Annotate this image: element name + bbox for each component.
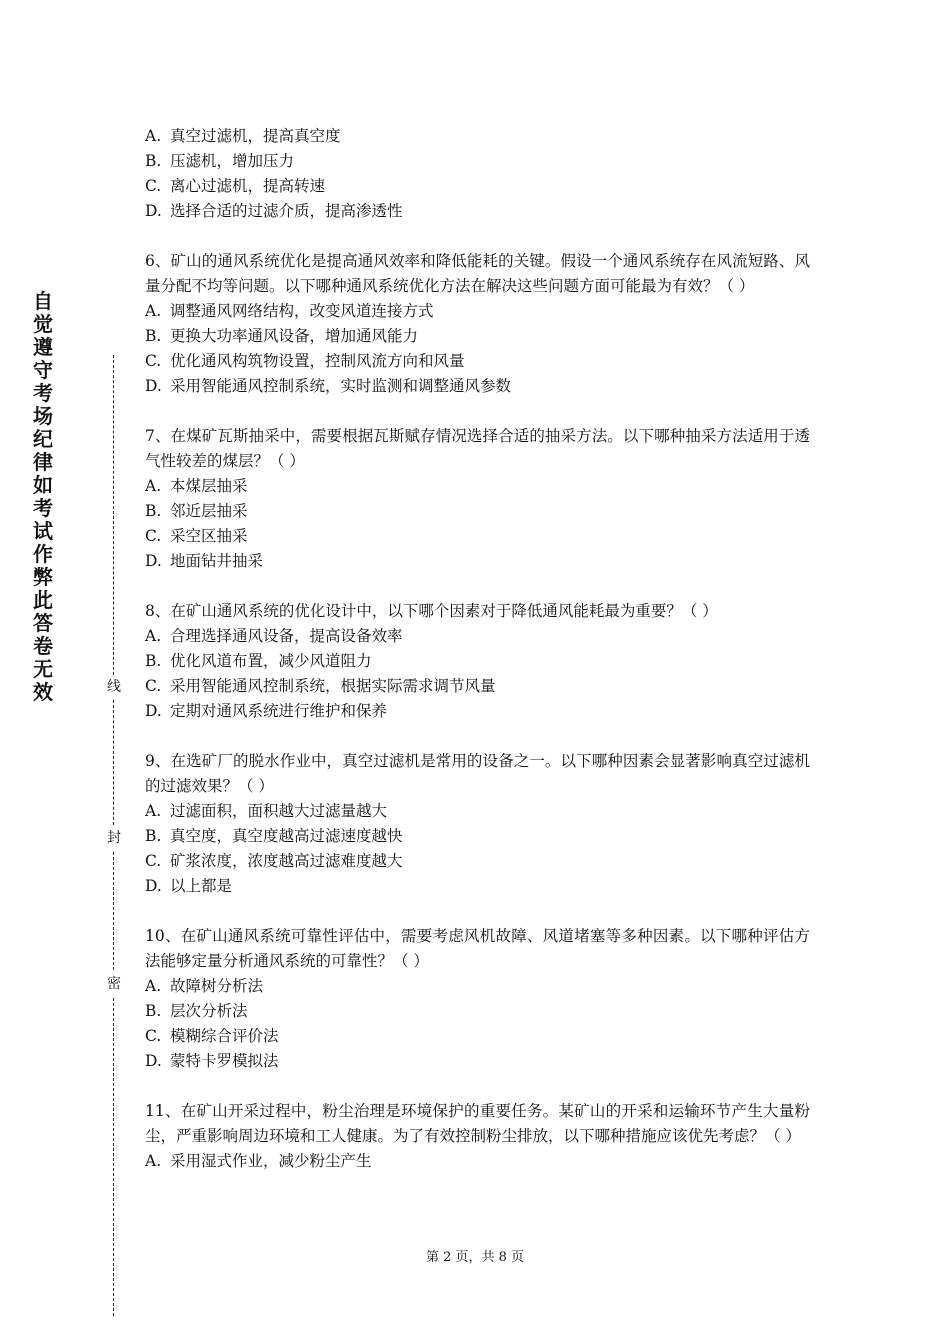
notice-character: 纪 <box>33 427 53 451</box>
binding-label-line: 线 <box>107 679 121 695</box>
question-stem: 9、在选矿厂的脱水作业中，真空过滤机是常用的设备之一。以下哪种因素会显著影响真空过滤机的过滤效果？（ ） <box>145 752 810 795</box>
option-row: A. 过滤面积，面积越大过滤量越大 <box>145 802 388 820</box>
option-row: B. 真空度，真空度越高过滤速度越快 <box>145 827 403 845</box>
notice-character: 作 <box>33 542 53 566</box>
question-8 <box>145 599 810 724</box>
option-row: D. 以上都是 <box>145 877 233 895</box>
option-row: C. 离心过滤机，提高转速 <box>145 177 326 195</box>
option-row: A. 合理选择通风设备，提高设备效率 <box>145 627 403 645</box>
option-row: B. 层次分析法 <box>145 1002 248 1020</box>
option-row: B. 邻近层抽采 <box>145 502 248 520</box>
exam-discipline-notice <box>28 290 58 704</box>
question-stem: 8、在矿山通风系统的优化设计中，以下哪个因素对于降低通风能耗最为重要？（ ） <box>145 602 718 620</box>
notice-character: 考 <box>33 496 53 520</box>
notice-character: 无 <box>33 657 53 681</box>
notice-character: 觉 <box>33 312 53 336</box>
question-stem: 7、在煤矿瓦斯抽采中，需要根据瓦斯赋存情况选择合适的抽采方法。以下哪种抽采方法适用于透气性较差的煤层？（ ） <box>145 427 810 470</box>
question-stem: 11、在矿山开采过程中，粉尘治理是环境保护的重要任务。某矿山的开采和运输环节产生大量粉尘，严重影响周边环境和工人健康。为了有效控制粉尘排放，以下哪种措施应该优先考虑？（ ） <box>145 1102 810 1145</box>
notice-character: 遵 <box>33 335 53 359</box>
option-row: D. 蒙特卡罗模拟法 <box>145 1052 279 1070</box>
notice-character: 试 <box>33 519 53 543</box>
notice-character: 自 <box>33 289 53 313</box>
question-7 <box>145 424 810 574</box>
option-row: A. 真空过滤机，提高真空度 <box>145 127 341 145</box>
option-row: A. 采用湿式作业，减少粉尘产生 <box>145 1152 372 1170</box>
question-stem: 10、在矿山通风系统可靠性评估中，需要考虑风机故障、风道堵塞等多种因素。以下哪种评估方法能够定量分析通风系统的可靠性？（ ） <box>145 927 810 970</box>
notice-character: 此 <box>33 588 53 612</box>
question-9 <box>145 749 810 899</box>
page-number-footer: 第 2 页，共 8 页 <box>425 1250 525 1265</box>
option-row: C. 优化通风构筑物设置，控制风流方向和风量 <box>145 352 465 370</box>
notice-character: 守 <box>33 358 53 382</box>
question-content <box>145 124 810 1174</box>
notice-character: 考 <box>33 381 53 405</box>
option-row: B. 优化风道布置，减少风道阻力 <box>145 652 372 670</box>
question-6 <box>145 249 810 399</box>
notice-character: 答 <box>33 611 53 635</box>
notice-character: 弊 <box>33 565 53 589</box>
binding-dashed-line <box>113 852 114 970</box>
question-11 <box>145 1099 810 1174</box>
question-10 <box>145 924 810 1074</box>
option-row: D. 选择合适的过滤介质，提高渗透性 <box>145 202 403 220</box>
option-row: D. 定期对通风系统进行维护和保养 <box>145 702 388 720</box>
option-row: B. 更换大功率通风设备，增加通风能力 <box>145 327 419 345</box>
option-row: A. 调整通风网络结构，改变风道连接方式 <box>145 302 434 320</box>
binding-label-secret: 密 <box>107 976 121 992</box>
option-row: D. 采用智能通风控制系统，实时监测和调整通风参数 <box>145 377 512 395</box>
binding-label-seal: 封 <box>107 830 121 846</box>
option-row: D. 地面钻井抽采 <box>145 552 264 570</box>
binding-dashed-line <box>113 355 114 675</box>
question-5-options <box>145 124 810 224</box>
notice-character: 场 <box>33 404 53 428</box>
notice-character: 如 <box>33 473 53 497</box>
binding-dashed-line <box>113 998 114 1316</box>
notice-character: 效 <box>33 680 53 704</box>
option-row: B. 压滤机，增加压力 <box>145 152 295 170</box>
option-row: C. 模糊综合评价法 <box>145 1027 279 1045</box>
binding-dashed-line <box>113 700 114 825</box>
notice-character: 律 <box>33 450 53 474</box>
option-row: C. 采用智能通风控制系统，根据实际需求调节风量 <box>145 677 496 695</box>
notice-character: 卷 <box>33 634 53 658</box>
question-stem: 6、矿山的通风系统优化是提高通风效率和降低能耗的关键。假设一个通风系统存在风流短路、风量分配不均等问题。以下哪种通风系统优化方法在解决这些问题方面可能最为有效？（ ） <box>145 252 810 295</box>
option-row: C. 矿浆浓度，浓度越高过滤难度越大 <box>145 852 403 870</box>
option-row: A. 故障树分析法 <box>145 977 264 995</box>
option-row: C. 采空区抽采 <box>145 527 248 545</box>
option-row: A. 本煤层抽采 <box>145 477 248 495</box>
